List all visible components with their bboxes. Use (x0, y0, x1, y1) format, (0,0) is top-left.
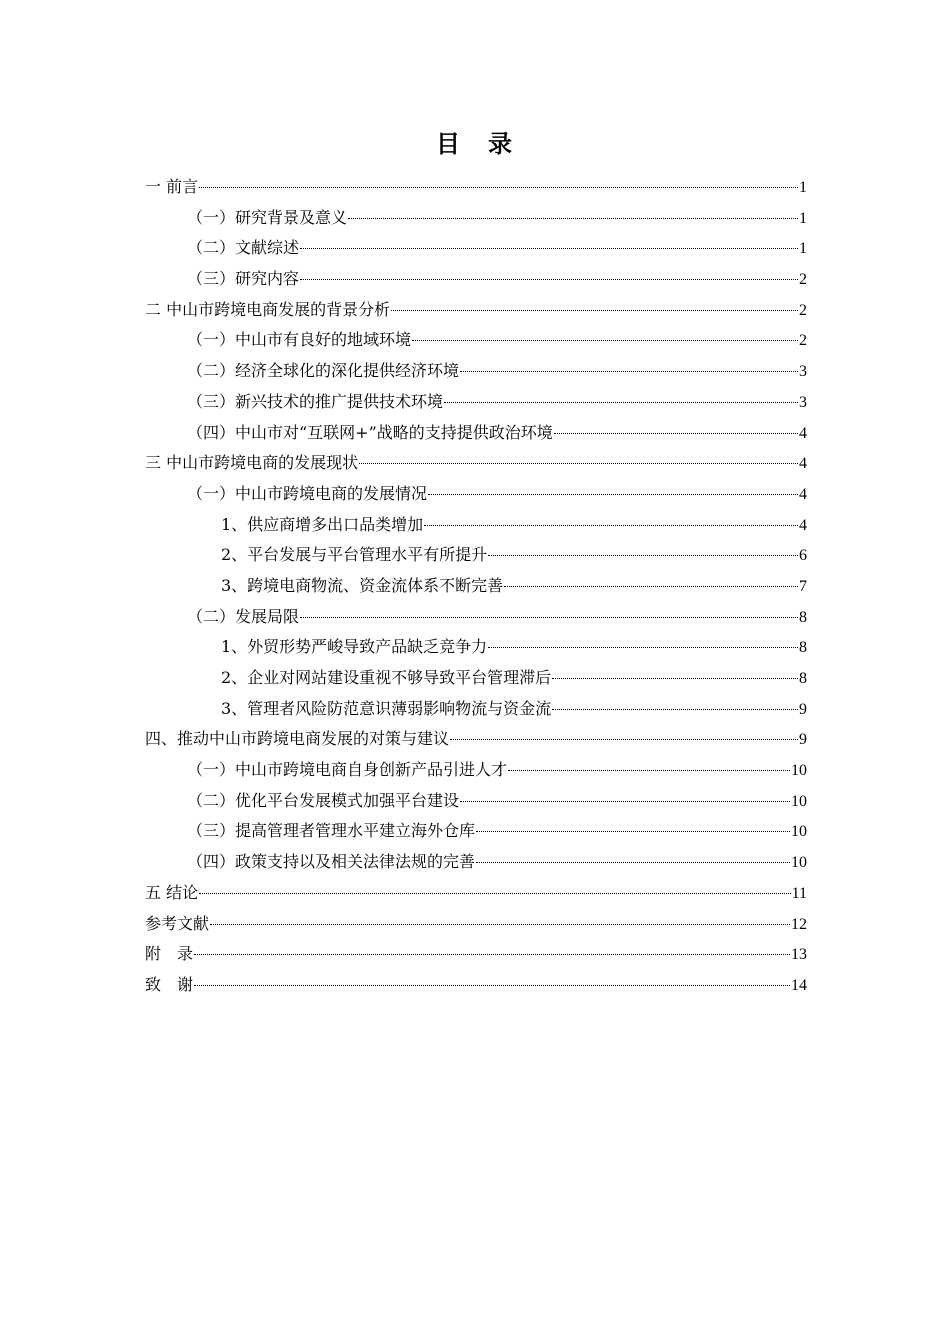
dot-leader (300, 617, 798, 618)
dot-leader (476, 831, 790, 832)
toc-entry-page-number: 14 (791, 976, 807, 994)
toc-entry[interactable] (145, 325, 807, 356)
toc-entry-page-number: 13 (791, 946, 807, 964)
toc-entry-label: （二）文献综述 (187, 238, 300, 258)
toc-entry-label: 二 中山市跨境电商发展的背景分析 (145, 299, 391, 319)
toc-entry-label: （二）经济全球化的深化提供经济环境 (187, 361, 460, 381)
toc-entry[interactable] (145, 970, 807, 1001)
toc-entry[interactable] (145, 264, 807, 295)
toc-entry-label: 参考文献 (145, 913, 210, 933)
toc-entry-page-number: 2 (799, 332, 807, 350)
dot-leader (488, 647, 798, 648)
toc-entry-label: 五 结论 (145, 882, 199, 902)
dot-leader (450, 739, 798, 740)
toc-entry[interactable] (145, 786, 807, 817)
toc-entry-label: 一 前言 (145, 177, 199, 196)
dot-leader (348, 218, 798, 219)
toc-entry[interactable] (145, 878, 807, 909)
toc-entry-page-number: 3 (799, 363, 807, 381)
dot-leader (508, 770, 790, 771)
toc-title: 目 录 (436, 130, 514, 158)
toc-entry-page-number: 10 (791, 823, 807, 841)
toc-entry[interactable] (145, 295, 807, 326)
toc-entry[interactable] (145, 602, 807, 633)
table-of-contents (145, 172, 807, 1001)
toc-entry-page-number: 9 (799, 700, 807, 718)
toc-entry[interactable] (145, 448, 807, 479)
toc-entry-label: 3、管理者风险防范意识薄弱影响物流与资金流 (221, 698, 552, 718)
toc-entry[interactable] (145, 172, 807, 203)
toc-entry-label: （四）政策支持以及相关法律法规的完善 (187, 852, 476, 872)
toc-entry-page-number: 9 (799, 731, 807, 749)
dot-leader (300, 279, 798, 280)
toc-entry-page-number: 6 (799, 547, 807, 565)
toc-entry-label: 四、推动中山市跨境电商发展的对策与建议 (145, 729, 450, 749)
toc-entry[interactable] (145, 694, 807, 725)
toc-entry[interactable] (145, 724, 807, 755)
toc-entry-page-number: 4 (799, 424, 807, 442)
toc-entry[interactable] (145, 571, 807, 602)
toc-entry-page-number: 8 (799, 670, 807, 687)
toc-entry-label: （二）发展局限 (187, 606, 300, 626)
dot-leader (199, 893, 791, 894)
toc-entry-label: （一）中山市跨境电商的发展情况 (187, 483, 428, 503)
toc-entry-label: 3、跨境电商物流、资金流体系不断完善 (221, 575, 504, 595)
toc-entry[interactable] (145, 356, 807, 387)
dot-leader (194, 954, 790, 955)
toc-entry[interactable] (145, 387, 807, 418)
toc-entry[interactable] (145, 540, 807, 571)
toc-entry[interactable] (145, 418, 807, 449)
toc-entry-label: （四）中山市对“互联网+”战略的支持提供政治环境 (187, 422, 553, 442)
toc-entry-page-number: 11 (791, 884, 807, 902)
toc-entry-page-number: 10 (791, 762, 807, 780)
toc-entry-label: 附 录 (145, 944, 194, 964)
toc-entry-page-number: 10 (791, 854, 807, 872)
dot-leader (300, 248, 798, 249)
toc-entry-label: （二）优化平台发展模式加强平台建设 (187, 790, 460, 810)
toc-entry-label: 1、供应商增多出口品类增加 (221, 514, 424, 534)
toc-entry-label: 1、外贸形势严峻导致产品缺乏竞争力 (221, 637, 488, 657)
dot-leader (444, 402, 798, 403)
dot-leader (359, 463, 798, 464)
dot-leader (412, 340, 798, 341)
dot-leader (428, 494, 798, 495)
dot-leader (552, 709, 798, 710)
dot-leader (210, 924, 790, 925)
toc-entry[interactable] (145, 233, 807, 264)
toc-entry-label: 致 谢 (145, 974, 194, 994)
toc-entry-label: 2、企业对网站建设重视不够导致平台管理滞后 (221, 668, 552, 687)
dot-leader (199, 187, 798, 188)
toc-entry[interactable] (145, 510, 807, 541)
toc-entry-page-number: 1 (799, 209, 807, 227)
toc-entry-label: 2、平台发展与平台管理水平有所提升 (221, 545, 488, 565)
toc-entry-page-number: 8 (799, 639, 807, 657)
dot-leader (391, 310, 798, 311)
toc-entry-page-number: 8 (799, 608, 807, 626)
toc-entry[interactable] (145, 847, 807, 878)
toc-entry-page-number: 4 (799, 455, 807, 473)
toc-entry-label: （一）研究背景及意义 (187, 207, 348, 227)
dot-leader (504, 586, 798, 587)
toc-entry[interactable] (145, 203, 807, 234)
dot-leader (424, 525, 798, 526)
toc-entry-label: （一）中山市跨境电商自身创新产品引进人才 (187, 760, 508, 780)
toc-entry[interactable] (145, 939, 807, 970)
toc-entry[interactable] (145, 663, 807, 694)
toc-entry[interactable] (145, 479, 807, 510)
toc-entry-page-number: 1 (799, 240, 807, 258)
toc-entry-page-number: 1 (799, 179, 807, 196)
toc-entry-page-number: 10 (791, 792, 807, 810)
dot-leader (488, 555, 798, 556)
toc-entry-page-number: 3 (799, 393, 807, 411)
dot-leader (460, 371, 798, 372)
toc-entry[interactable] (145, 909, 807, 940)
toc-entry-label: （三）研究内容 (187, 269, 300, 289)
toc-entry-label: （一）中山市有良好的地域环境 (187, 330, 412, 350)
toc-entry-page-number: 4 (799, 485, 807, 503)
toc-entry-page-number: 2 (799, 271, 807, 289)
toc-entry-page-number: 7 (799, 577, 807, 595)
toc-entry-label: （三）提高管理者管理水平建立海外仓库 (187, 821, 476, 841)
toc-entry[interactable] (145, 632, 807, 663)
toc-entry-page-number: 12 (791, 915, 807, 933)
toc-entry[interactable] (145, 816, 807, 847)
dot-leader (552, 678, 798, 679)
toc-entry-label: 三 中山市跨境电商的发展现状 (145, 453, 359, 473)
toc-entry-page-number: 2 (799, 301, 807, 319)
dot-leader (460, 801, 790, 802)
toc-entry[interactable] (145, 755, 807, 786)
toc-entry-page-number: 4 (799, 516, 807, 534)
dot-leader (554, 433, 798, 434)
toc-entry-label: （三）新兴技术的推广提供技术环境 (187, 391, 444, 411)
dot-leader (194, 985, 790, 986)
dot-leader (476, 862, 790, 863)
